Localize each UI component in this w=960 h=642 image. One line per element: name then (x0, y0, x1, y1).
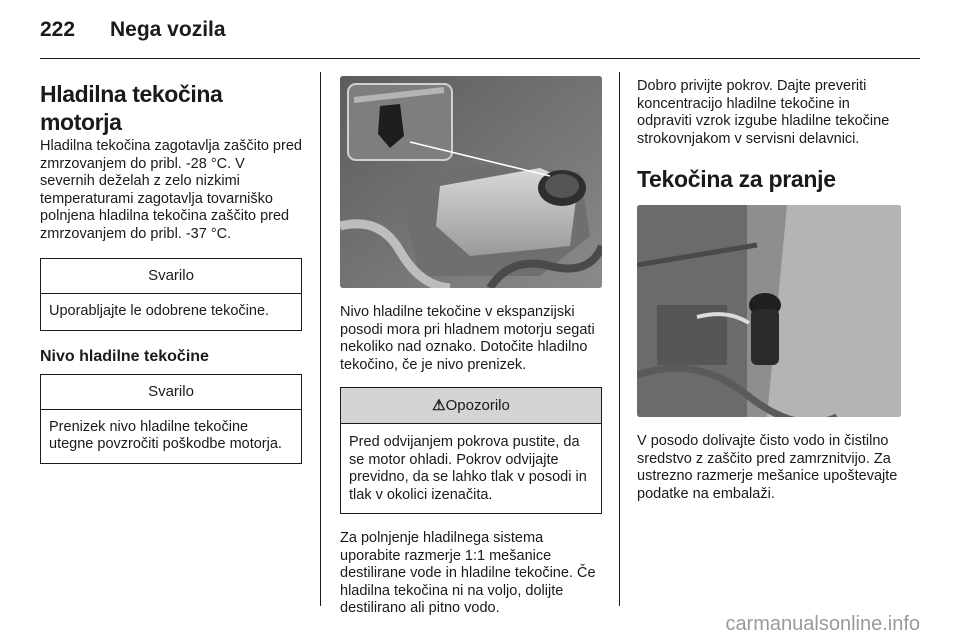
warning-heading (341, 388, 601, 424)
warning-heading-label: Opozorilo (445, 397, 510, 414)
column-3 (637, 72, 901, 503)
washer-fluid-reservoir-photo (637, 205, 901, 417)
page-number: 222 (40, 18, 76, 41)
warning-box (340, 387, 602, 514)
column-1 (40, 72, 302, 464)
footer-watermark: carmanualsonline.info (725, 613, 920, 635)
engine-coolant-reservoir-photo (340, 76, 602, 288)
cap-tighten-text: Dobro privijte pokrov. Dajte preveriti koncentracijo hladilne tekočine in odpraviti vzrok izgube hladilne tekočine strokovnjakom v servisni delavnici. (637, 78, 890, 147)
caution-text: Uporabljajte le odobrene tekočine. (49, 303, 270, 319)
engine-bay-illustration (340, 76, 602, 288)
caution-box-level (40, 374, 302, 464)
washer-reservoir-illustration (637, 205, 901, 417)
caution-text: Prenizek nivo hladilne tekočine utegne povzročiti poškodbe motorja. (49, 418, 282, 452)
header-rule (40, 58, 920, 59)
column-divider-1 (320, 72, 321, 606)
subsection-title-coolant-level: Nivo hladilne tekočine (40, 347, 209, 365)
caution-heading: Svarilo (41, 375, 301, 410)
section-title-coolant: Hladilna tekočina motorja (40, 81, 223, 135)
coolant-level-text: Nivo hladilne tekočine v ekspanzijski posodi mora pri hladnem motorju segati nekoliko nad oznako. Dotočite hladilno tekočino, če je nivo prenizek. (340, 304, 595, 373)
chapter-title: Nega vozila (110, 18, 226, 41)
coolant-fill-text: Za polnjenje hladilnega sistema uporabite razmerje 1:1 mešanice destilirane vode in hladilne tekočine. Če hladilna tekočina ni na voljo, dolijte destilirano ali pitno vodo. (340, 530, 596, 616)
washer-fluid-text: V posodo dolivajte čisto vodo in čistilno sredstvo z zaščito pred zamrznitvijo. Za ustrezno razmerje mešanice upoštevajte podatke na embalaži. (637, 433, 898, 502)
section-title-washer-fluid: Tekočina za pranje (637, 166, 836, 192)
coolant-intro-text: Hladilna tekočina zagotavlja zaščito pred zmrzovanjem do pribl. -28 °C. V severnih deželah z zelo nizkimi temperaturami zagotavlja tovarniško polnjena hladilna tekočina zaščito pred zmrzovanjem do pribl. -37 °C. (40, 138, 302, 242)
column-2 (340, 72, 602, 618)
caution-box-fluids (40, 258, 302, 331)
warning-text: Pred odvijanjem pokrova pustite, da se motor ohladi. Pokrov odvijajte previdno, da se lahko tlak v posodi in tlak v okolici izenačita. (349, 434, 587, 503)
warning-triangle-icon: ⚠ (432, 397, 446, 414)
caution-heading: Svarilo (41, 259, 301, 294)
column-divider-2 (619, 72, 620, 606)
